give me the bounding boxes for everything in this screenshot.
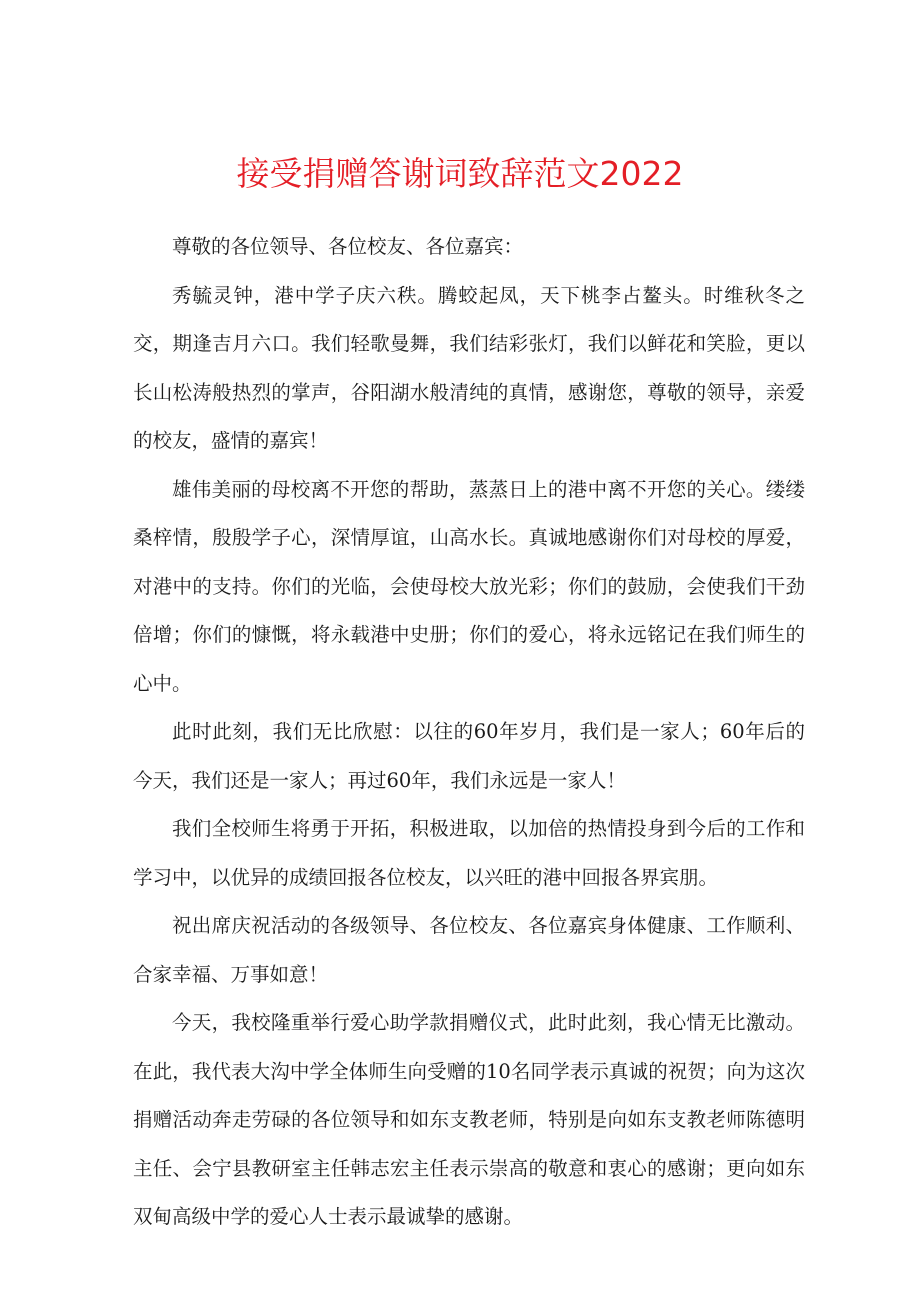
paragraph-donation: 今天，我校隆重举行爱心助学款捐赠仪式，此时此刻，我心情无比激动。在此，我代表大沟中学全体师生向受赠的10名同学表示真诚的祝贺；向为这次捐赠活动奔走劳碌的各位领导和如东支教老师，特别是向如东支教老师陈德明主任、会宁县教研室主任韩志宏主任表示崇高的敬意和衷心的感谢；更向如东双甸高级中学的爱心人士表示最诚挚的感谢。 [133,1011,805,1228]
paragraph-salutation: 尊敬的各位领导、各位校友、各位嘉宾： [172,235,524,258]
paragraph-family: 此时此刻，我们无比欣慰：以往的60年岁月，我们是一家人；60年后的今天，我们还是一家人；再过60年，我们永远是一家人！ [133,720,805,792]
paragraph-welcome: 秀毓灵钟，港中学子庆六秩。腾蛟起凤，天下桃李占鳌头。时维秋冬之交，期逢吉月六口。我们轻歌曼舞，我们结彩张灯，我们以鲜花和笑脸，更以长山松涛般热烈的掌声，谷阳湖水般清纯的真情，感谢您，尊敬的领导，亲爱的校友，盛情的嘉宾！ [133,283,805,452]
paragraph-commitment: 我们全校师生将勇于开拓，积极进取，以加倍的热情投身到今后的工作和学习中，以优异的成绩回报各位校友，以兴旺的港中回报各界宾朋。 [133,817,805,889]
paragraph-wishes: 祝出席庆祝活动的各级领导、各位校友、各位嘉宾身体健康、工作顺利、合家幸福、万事如意！ [133,914,805,986]
document-title: 接受捐赠答谢词致辞范文2022 [236,154,684,194]
document-body [133,223,805,1242]
paragraph-thanks: 雄伟美丽的母校离不开您的帮助，蒸蒸日上的港中离不开您的关心。缕缕桑梓情，殷殷学子心，深情厚谊，山高水长。真诚地感谢你们对母校的厚爱，对港中的支持。你们的光临，会使母校大放光彩；你们的鼓励，会使我们干劲倍增；你们的慷慨，将永载港中史册；你们的爱心，将永远铭记在我们师生的心中。 [133,477,805,695]
